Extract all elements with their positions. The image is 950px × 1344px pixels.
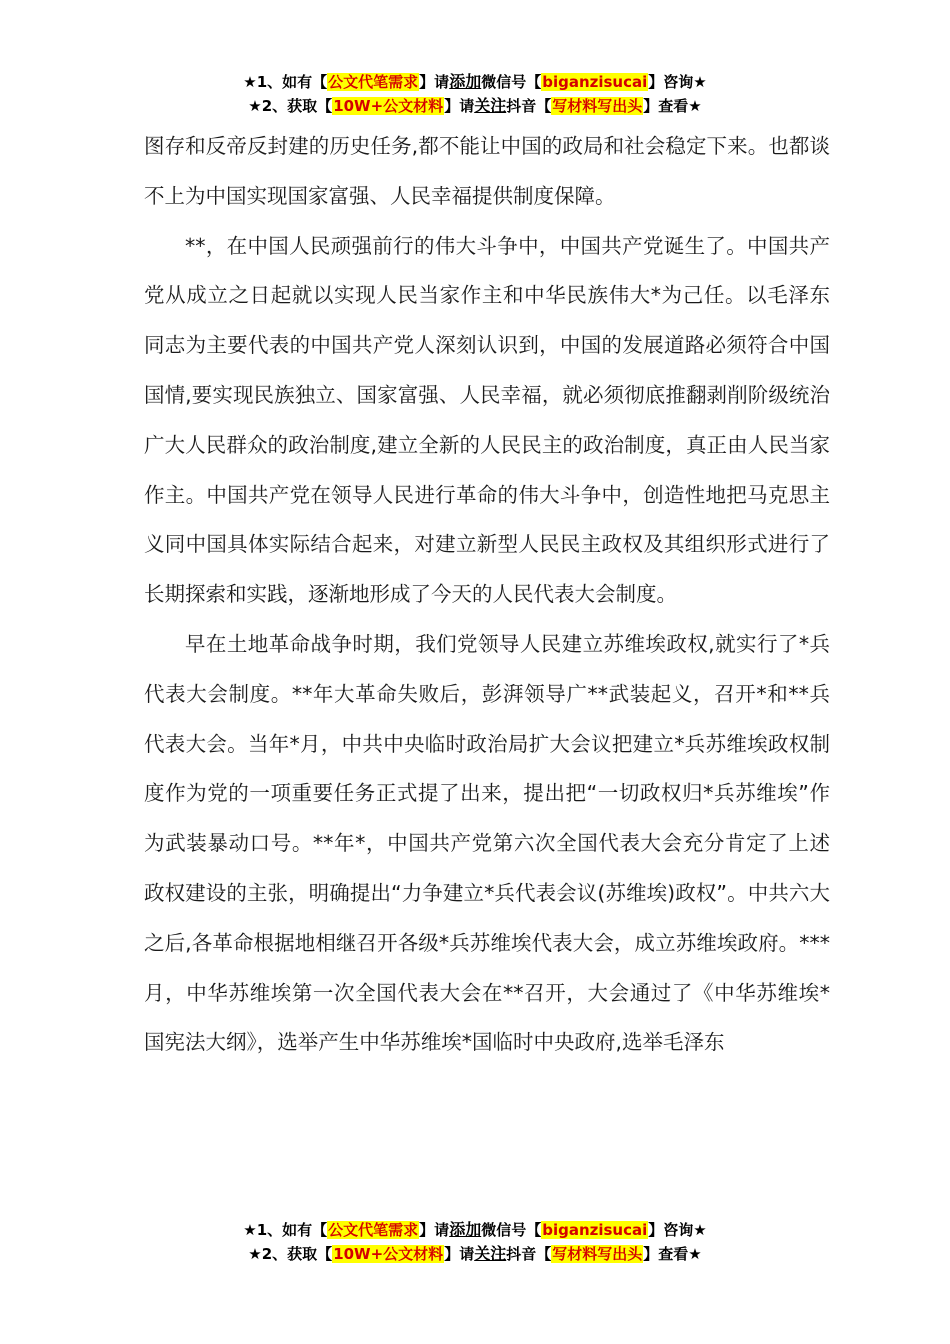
- header-line-1-suffix: 】咨询★: [648, 73, 707, 91]
- header-highlight-douyin-account: 写材料写出头: [552, 97, 643, 115]
- header-underline-follow: 关注: [474, 96, 507, 115]
- footer-underline-add: 添加: [449, 1220, 482, 1239]
- header-banner: [0, 70, 950, 118]
- footer-banner: [0, 1218, 950, 1266]
- footer-line-2: [0, 1242, 950, 1266]
- footer-line-2-prefix: ★2、获取【: [248, 1245, 333, 1263]
- header-highlight-materials: 10W+公文材料: [333, 97, 444, 115]
- footer-highlight-wechat-id: biganzisucai: [542, 1221, 648, 1239]
- header-highlight-service: 公文代笔需求: [328, 73, 419, 91]
- header-line-1-prefix: ★1、如有【: [243, 73, 328, 91]
- paragraph-party-founding: **，在中国人民顽强前行的伟大斗争中，中国共产党诞生了。中国共产党从成立之日起就以实现人民当家作主和中华民族伟大*为己任。以毛泽东同志为主要代表的中国共产党人深刻认识到，中国的发展道路必须符合中国国情,要实现民族独立、国家富强、人民幸福，就必须彻底推翻剥削阶级统治广大人民群众的政治制度,建立全新的人民民主的政治制度，真正由人民当家作主。中国共产党在领导人民进行革命的伟大斗争中，创造性地把马克思主义同中国具体实际结合起来，对建立新型人民民主政权及其组织形式进行了长期探索和实践，逐渐地形成了今天的人民代表大会制度。: [144, 233, 830, 607]
- header-line-2-prefix: ★2、获取【: [248, 97, 333, 115]
- paragraph-soviet-regime: 早在土地革命战争时期，我们党领导人民建立苏维埃政权,就实行了*兵代表大会制度。**年大革命失败后，彭湃领导广**武装起义，召开*和**兵代表大会。当年*月，中共中央临时政治局扩大会议把建立*兵苏维埃政权制度作为党的一项重要任务正式提了出来，提出把“一切政权归*兵苏维埃”作为武装暴动口号。**年*，中国共产党第六次全国代表大会充分肯定了上述政权建设的主张，明确提出“力争建立*兵代表会议(苏维埃)政权”。中共六大之后,各革命根据地相继召开各级*兵苏维埃代表大会，成立苏维埃政府。***月，中华苏维埃第一次全国代表大会在**召开，大会通过了《中华苏维埃*国宪法大纲》，选举产生中华苏维埃*国临时中央政府,选举毛泽东: [144, 631, 830, 1055]
- header-line-1-text-2: 微信号【: [481, 73, 542, 91]
- footer-line-1-prefix: ★1、如有【: [243, 1221, 328, 1239]
- header-highlight-wechat-id: biganzisucai: [542, 73, 648, 91]
- header-line-2: [0, 94, 950, 118]
- footer-underline-follow: 关注: [474, 1244, 507, 1263]
- header-line-2-text: 】请: [444, 97, 475, 115]
- footer-line-1: [0, 1218, 950, 1242]
- header-underline-add: 添加: [449, 72, 482, 91]
- footer-highlight-materials: 10W+公文材料: [333, 1245, 444, 1263]
- header-line-2-suffix: 】查看★: [643, 97, 702, 115]
- footer-line-1-text-2: 微信号【: [481, 1221, 542, 1239]
- header-line-2-text-2: 抖音【: [506, 97, 552, 115]
- footer-line-1-suffix: 】咨询★: [648, 1221, 707, 1239]
- footer-highlight-douyin-account: 写材料写出头: [552, 1245, 643, 1263]
- header-line-1-text: 】请: [419, 73, 450, 91]
- footer-line-2-text-2: 抖音【: [506, 1245, 552, 1263]
- footer-line-2-text: 】请: [444, 1245, 475, 1263]
- footer-line-1-text: 】请: [419, 1221, 450, 1239]
- footer-highlight-service: 公文代笔需求: [328, 1221, 419, 1239]
- footer-line-2-suffix: 】查看★: [643, 1245, 702, 1263]
- document-body: [144, 122, 830, 1068]
- paragraph-continuation: 图存和反帝反封建的历史任务,都不能让中国的政局和社会稳定下来。也都谈不上为中国实现国家富强、人民幸福提供制度保障。: [144, 134, 830, 208]
- header-line-1: [0, 70, 950, 94]
